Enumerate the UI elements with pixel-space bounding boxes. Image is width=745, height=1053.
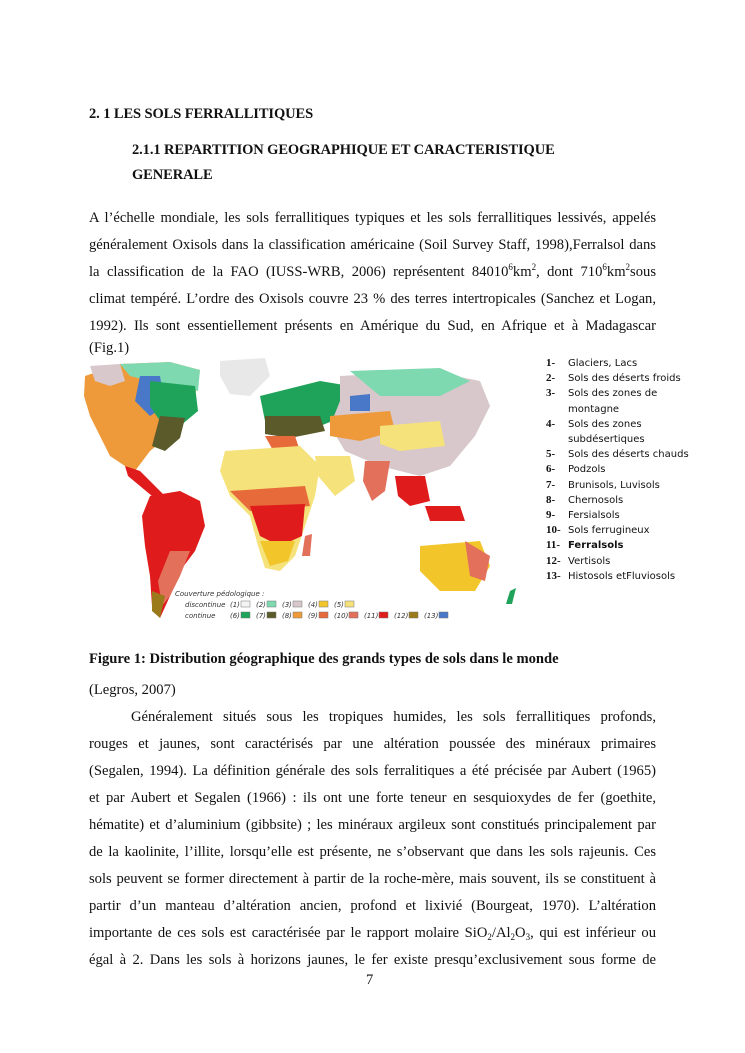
legend-item-number: 1- xyxy=(546,357,556,369)
text-line: (Segalen, 1994). La définition générale des sols ferralitiques a été précisée par Aubert (1965) xyxy=(89,763,656,779)
text-fragment: km xyxy=(606,264,626,280)
legend-item xyxy=(546,356,706,371)
legend-item xyxy=(546,538,706,553)
legend-item xyxy=(546,569,706,584)
map-legend-continue: continue xyxy=(185,612,216,620)
text-fragment: la classification de la FAO (IUSS-WRB, 2006) représentent 84010 xyxy=(89,264,509,280)
text-line: sols peuvent se former directement à partir de la roche-mère, mais souvent, ils se constituent à xyxy=(89,871,656,887)
text-line xyxy=(89,263,656,281)
legend-item-label: Sols ferrugineux xyxy=(568,525,650,537)
color-swatch xyxy=(349,612,358,618)
legend-item-label: Chernosols xyxy=(568,494,624,506)
swatch-label: (10) xyxy=(334,612,349,620)
swatch-label: (11) xyxy=(364,612,379,620)
color-swatch xyxy=(267,612,276,618)
swatch-label: (2) xyxy=(256,601,266,609)
legend-item-label: Fersialsols xyxy=(568,510,620,522)
text-line: 1992). Ils sont essentiellement présents en Amérique du Sud, en Afrique et à Madagascar xyxy=(89,318,656,334)
subscript: 2 xyxy=(487,932,492,942)
swatch-label: (13) xyxy=(424,612,439,620)
superscript: 2 xyxy=(531,262,537,272)
section-heading: 2. 1 LES SOLS FERRALLITIQUES xyxy=(89,106,314,122)
text-line: égal à 2. Dans les sols à horizons jaunes, le fer existe presqu’exclusivement sous forme de xyxy=(89,952,656,968)
swatch-label: (6) xyxy=(230,612,240,620)
legend-item-label: Sols des zones de montagne xyxy=(568,388,658,415)
legend-item-label: Sols des zones subdésertiques xyxy=(568,418,645,446)
figure-source: (Legros, 2007) xyxy=(89,682,176,698)
superscript: 2 xyxy=(625,262,631,272)
superscript: 6 xyxy=(508,262,513,272)
legend-item-number: 9- xyxy=(546,509,556,522)
text-line xyxy=(89,924,656,942)
subsection-heading-line2: GENERALE xyxy=(132,167,213,183)
superscript: 6 xyxy=(602,262,607,272)
legend-item xyxy=(546,417,706,447)
legend-item-label: Sols des déserts chauds xyxy=(568,449,689,461)
swatch-label: (9) xyxy=(308,612,318,620)
map-legend-discontinue: discontinue xyxy=(185,601,226,609)
color-swatch xyxy=(379,612,388,618)
page-number: 7 xyxy=(366,972,374,988)
legend-item-number: 5- xyxy=(546,448,556,461)
swatch-label: (1) xyxy=(230,601,240,609)
text-line: Généralement situés sous les tropiques humides, les sols ferrallitiques profonds, xyxy=(131,709,656,725)
soil-type-legend xyxy=(546,356,706,584)
color-swatch xyxy=(293,601,302,607)
text-fragment: km xyxy=(512,264,532,280)
text-fragment: importante de ces sols est caractérisée par le rapport molaire SiO xyxy=(89,925,488,941)
legend-item xyxy=(546,554,706,569)
legend-item-number: 6- xyxy=(546,463,556,476)
legend-item-number: 3- xyxy=(546,387,556,400)
text-line: (Fig.1) xyxy=(89,340,130,356)
color-swatch xyxy=(319,601,328,607)
legend-item-number: 8- xyxy=(546,493,556,506)
legend-item xyxy=(546,508,706,523)
legend-item xyxy=(546,447,706,462)
color-swatch xyxy=(241,612,250,618)
text-fragment: sous xyxy=(630,264,656,280)
text-fragment: , dont 710 xyxy=(536,264,603,280)
subscript: 2 xyxy=(510,932,516,942)
swatch-label: (4) xyxy=(308,601,318,609)
text-line: généralement Oxisols dans la classification américaine (Soil Survey Staff, 1998),Ferralsol dans xyxy=(89,237,656,253)
legend-item-number: 7- xyxy=(546,478,556,491)
legend-item-number: 11- xyxy=(546,539,561,552)
legend-item-label: Vertisols xyxy=(568,555,611,567)
legend-item-label: Ferralsols xyxy=(568,540,624,552)
legend-item xyxy=(546,493,706,508)
color-swatch xyxy=(345,601,354,607)
subsection-heading-line1: 2.1.1 REPARTITION GEOGRAPHIQUE ET CARACTERISTIQUE xyxy=(132,142,555,158)
legend-item xyxy=(546,478,706,493)
text-fragment: , qui est inférieur ou xyxy=(530,925,656,941)
map-legend-title: Couverture pédologique : xyxy=(175,590,265,598)
legend-item-label: Histosols etFluviosols xyxy=(568,570,676,582)
legend-item-number: 10- xyxy=(546,524,561,537)
text-line: rouges et jaunes, sont caractérisés par une altération poussée des minéraux primaires xyxy=(89,736,656,752)
swatch-label: (7) xyxy=(256,612,266,620)
color-swatch xyxy=(409,612,418,618)
legend-item-number: 2- xyxy=(546,372,556,385)
legend-item-number: 4- xyxy=(546,417,556,430)
text-fragment: /Al xyxy=(491,925,511,941)
legend-item xyxy=(546,386,706,416)
text-line: climat tempéré. L’ordre des Oxisols couvre 23 % des terres intertropicales (Sanchez et Logan, xyxy=(89,291,656,307)
text-fragment: O xyxy=(515,925,526,941)
legend-item-number: 12- xyxy=(546,554,561,567)
figure-caption: Figure 1: Distribution géographique des grands types de sols dans le monde xyxy=(89,651,559,667)
swatch-label: (12) xyxy=(394,612,409,620)
text-line: partir d’un manteau d’altération ancien, profond et lixivié (Bourgeat, 1970). L’altération xyxy=(89,898,656,914)
legend-item-label: Glaciers, Lacs xyxy=(568,358,638,369)
legend-item-label: Brunisols, Luvisols xyxy=(568,479,660,491)
legend-item-label: Podzols xyxy=(568,464,606,476)
legend-item xyxy=(546,523,706,538)
legend-item xyxy=(546,462,706,477)
subscript: 3 xyxy=(525,932,531,942)
color-swatch xyxy=(293,612,302,618)
world-soil-map xyxy=(80,356,536,626)
color-swatch xyxy=(319,612,328,618)
text-line: A l’échelle mondiale, les sols ferrallitiques typiques et les sols ferrallitiques lessivés, appelés xyxy=(89,210,656,226)
legend-item-number: 13- xyxy=(546,569,561,582)
color-swatch xyxy=(241,601,250,607)
swatch-label: (3) xyxy=(282,601,292,609)
text-line: de la kaolinite, l’illite, lorsqu’elle est présente, ne s’observant que dans les sols rajeunis. Ces xyxy=(89,844,656,860)
legend-item-label: Sols des déserts froids xyxy=(568,373,681,385)
text-line: et par Aubert et Segalen (1966) : ils ont une forte teneur en sesquioxydes de fer (goethite, xyxy=(89,790,656,806)
color-swatch xyxy=(267,601,276,607)
swatch-label: (5) xyxy=(334,601,344,609)
text-line: hématite) et d’aluminium (gibbsite) ; les minéraux argileux sont constitués principalement par xyxy=(89,817,656,833)
legend-item xyxy=(546,371,706,386)
color-swatch xyxy=(439,612,448,618)
swatch-label: (8) xyxy=(282,612,292,620)
world-map-image xyxy=(80,356,536,626)
